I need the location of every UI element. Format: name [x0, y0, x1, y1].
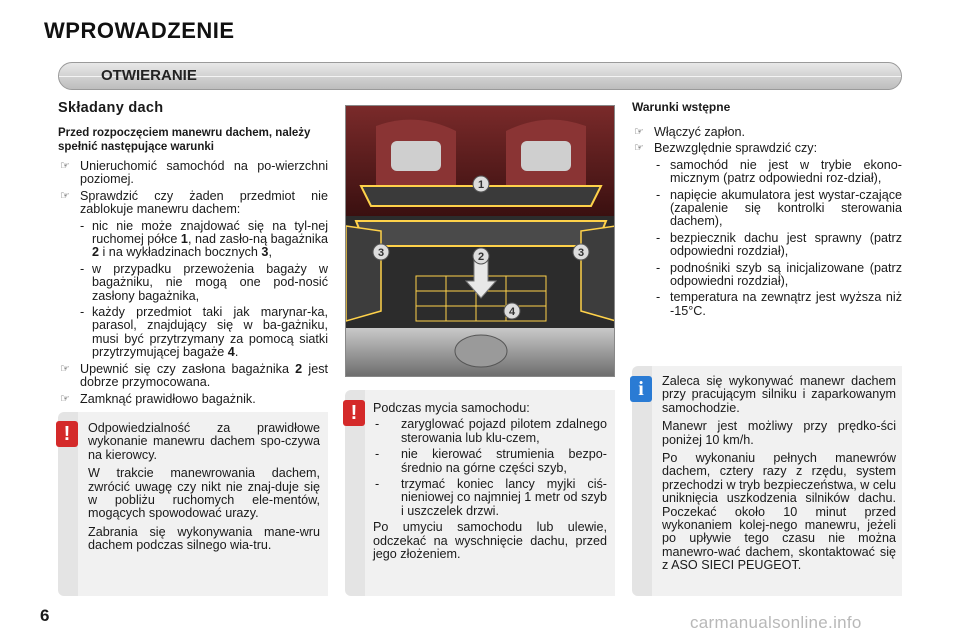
trunk-illustration [346, 106, 615, 377]
section-header-bar [58, 62, 902, 90]
bullet-item: ☞ Bezwzględnie sprawdzić czy: [634, 141, 818, 156]
dash-item: - nic nie może znajdować się na tyl-nej ruchomej półce 1, nad zasło-ną bagażnika 2 i na wykładzinach bocznych 3, [80, 218, 328, 260]
dash-item: - podnośniki szyb są inicjalizowane (patrz odpowiedni rozdział), [656, 260, 902, 289]
callout-label: 1 [477, 179, 485, 191]
warning-box-responsibility: Odpowiedzialność za prawidłowe wykonanie manewru dachem spo-czywa na kierowcy. W trakcie manewrowania dachem, zwrócić uwagę czy nikt nie znaj-duje się w pobliżu ruchomych ele-mentów, mogących spowodować urazy. Zabrania się wykonywania mane-wru dachem podczas silnego wia-tru. [58, 412, 328, 596]
side-panel-left [346, 226, 381, 321]
headrest-left [391, 141, 441, 171]
callout-label: 4 [508, 306, 516, 318]
pointing-hand-icon: ☞ [60, 362, 70, 375]
right-column [632, 100, 902, 321]
bullet-item: ☞ Sprawdzić czy żaden przedmiot nie zablokuje manewru dachem: [60, 188, 328, 217]
warning-icon: ! [343, 400, 365, 426]
dash-item: - samochód nie jest w trybie ekono-micznym (patrz odpowiedni roz-dział), [656, 157, 902, 186]
bullet-item: ☞ Zamknąć prawidłowo bagażnik. [60, 391, 256, 406]
dash-item: - w przypadku przewożenia bagaży w bagażniku, nie mogą one pod-nosić zasłony bagażnika, [80, 261, 328, 303]
pointing-hand-icon: ☞ [634, 126, 644, 138]
bullet-item: ☞ Upewnić się czy zasłona bagażnika 2 jest dobrze przymocowana. [60, 361, 328, 390]
pointing-hand-icon: ☞ [634, 142, 644, 155]
left-column [58, 100, 328, 409]
section-title: OTWIERANIE [101, 67, 197, 84]
preconditions-subheading: Przed rozpoczęciem manewru dachem, należy spełnić następujące warunki [58, 127, 311, 153]
dash-item: - temperatura na zewnątrz jest wyższa niż -15°C. [656, 290, 902, 318]
watermark: carmanualsonline.info [690, 613, 862, 632]
callout-label: 3 [377, 247, 385, 259]
headrest-right [521, 141, 571, 171]
page-title: WPROWADZENIE [44, 18, 235, 43]
side-panel-right [581, 226, 615, 321]
brand-emblem [455, 335, 507, 367]
dash-item: - trzymać koniec lancy myjki ciś-nieniowej co najmniej 1 metr od szyb i uszczelek drzwi. [375, 477, 607, 518]
callout-label: 2 [477, 251, 485, 263]
dash-item: - nie kierować strumienia bezpo-średnio na górne części szyb, [375, 447, 607, 475]
warning-box-washing: Podczas mycia samochodu: - zaryglować pojazd pilotem zdalnego sterowania lub klu-czem, - nie kierować strumienia bezpo-średnio na górne części szyb, - trzymać koniec lancy myjki ciś-nieniowej co najmniej 1 metr od szyb i uszczelek drzwi. Po umyciu samochodu lub ulewie, odczekać na wyschnięcie dachu, przed jego złożeniem. [345, 390, 615, 596]
dash-item: - zaryglować pojazd pilotem zdalnego sterowania lub klu-czem, [375, 417, 607, 445]
bullet-item: ☞ Unieruchomić samochód na po-wierzchni poziomej. [60, 159, 328, 187]
trunk-cover [356, 221, 606, 246]
trunk-photo [345, 105, 615, 377]
warning-icon: ! [56, 421, 78, 447]
pointing-hand-icon: ☞ [60, 189, 70, 202]
bullet-item: ☞ Włączyć zapłon. [634, 125, 745, 139]
callout-label: 3 [577, 247, 585, 259]
preconditions-heading: Warunki wstępne [632, 100, 731, 114]
page-number: 6 [40, 606, 50, 625]
dash-item: - bezpiecznik dachu jest sprawny (patrz odpowiedni rozdział), [656, 230, 902, 259]
info-box: Zaleca się wykonywać manewr dachem przy pracującym silniku i zaparkowanym samochodzie. Manewr jest możliwy przy prędko-ści poniżej 10 km/h. Po wykonaniu pełnych manewrów dachem, cztery razy z rzędu, system przechodzi w tryb bezpieczeństwa, w celu uniknięcia uszkodzenia silników dachu. Poczekać około 10 minut przed wykonaniem kolej-nego manewru, jeżeli po upływie tego czasu nie można manewro-wać dachem, skontaktować się z ASO SIECI PEUGEOT. [632, 366, 902, 596]
dash-item: - każdy przedmiot taki jak marynar-ka, parasol, znajdujący się w ba-gażniku, musi być przytrzymany za pomocą siatki przytrzymującej bagaże 4. [80, 305, 328, 360]
dash-item: - napięcie akumulatora jest wystar-czające (zapalenie się kontrolki sterowania dachem), [656, 187, 902, 229]
pointing-hand-icon: ☞ [60, 392, 70, 405]
pointing-hand-icon: ☞ [60, 160, 70, 172]
info-icon: i [630, 376, 652, 402]
folding-roof-heading: Składany dach [58, 100, 164, 116]
